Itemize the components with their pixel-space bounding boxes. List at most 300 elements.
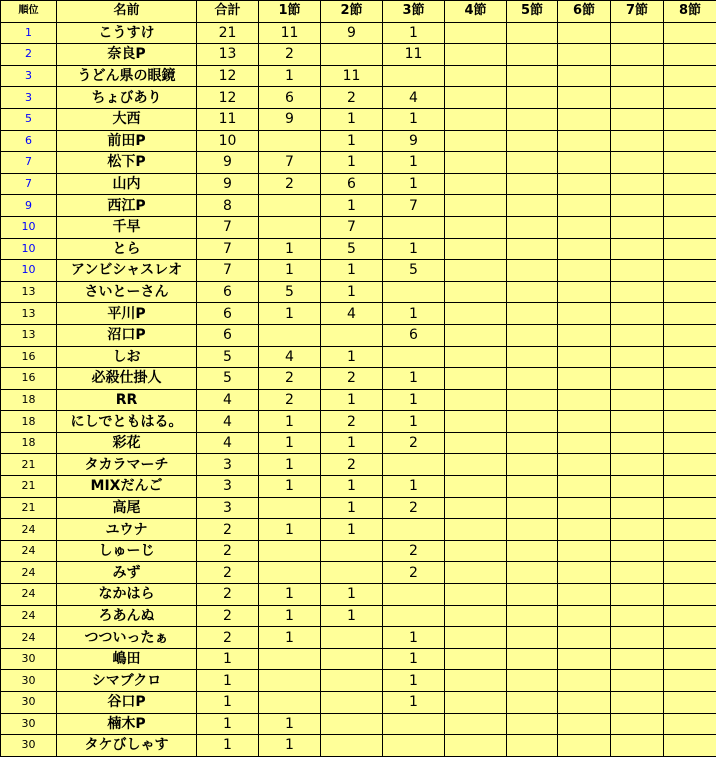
total-cell: 6 — [197, 281, 259, 303]
session-4-cell — [445, 627, 507, 649]
session-4-cell — [445, 152, 507, 174]
session-6-cell — [558, 195, 611, 217]
table-row — [1, 670, 716, 692]
session-7-cell — [611, 713, 664, 735]
session-3-cell: 1 — [383, 303, 445, 325]
session-2-cell — [321, 44, 383, 66]
rank-cell: 21 — [1, 476, 57, 498]
session-1-cell: 9 — [259, 108, 321, 130]
session-6-cell — [558, 44, 611, 66]
session-2-cell — [321, 735, 383, 757]
session-7-cell — [611, 346, 664, 368]
header-rank: 順位 — [1, 1, 57, 23]
session-1-cell: 1 — [259, 411, 321, 433]
session-3-cell: 4 — [383, 87, 445, 109]
name-cell: タケびしゃす — [57, 735, 197, 757]
session-3-cell: 1 — [383, 476, 445, 498]
session-8-cell — [664, 108, 716, 130]
name-cell: しお — [57, 346, 197, 368]
session-8-cell — [664, 605, 716, 627]
session-3-cell: 9 — [383, 130, 445, 152]
session-6-cell — [558, 476, 611, 498]
session-1-cell: 4 — [259, 346, 321, 368]
table-row — [1, 562, 716, 584]
name-cell: 西江P — [57, 195, 197, 217]
table-row — [1, 368, 716, 390]
rank-cell: 10 — [1, 216, 57, 238]
table-row — [1, 130, 716, 152]
session-8-cell — [664, 454, 716, 476]
table-row — [1, 519, 716, 541]
session-4-cell — [445, 670, 507, 692]
session-2-cell — [321, 540, 383, 562]
session-5-cell — [507, 260, 558, 282]
session-3-cell: 5 — [383, 260, 445, 282]
session-3-cell: 2 — [383, 432, 445, 454]
total-cell: 11 — [197, 108, 259, 130]
session-1-cell: 1 — [259, 627, 321, 649]
session-6-cell — [558, 65, 611, 87]
session-5-cell — [507, 108, 558, 130]
session-4-cell — [445, 540, 507, 562]
session-2-cell: 11 — [321, 65, 383, 87]
session-3-cell: 1 — [383, 411, 445, 433]
session-4-cell — [445, 605, 507, 627]
session-7-cell — [611, 238, 664, 260]
session-8-cell — [664, 173, 716, 195]
table-row — [1, 648, 716, 670]
name-cell: 必殺仕掛人 — [57, 368, 197, 390]
session-3-cell: 2 — [383, 497, 445, 519]
session-6-cell — [558, 324, 611, 346]
session-4-cell — [445, 44, 507, 66]
table-row — [1, 454, 716, 476]
session-6-cell — [558, 260, 611, 282]
session-3-cell: 1 — [383, 389, 445, 411]
total-cell: 7 — [197, 238, 259, 260]
session-2-cell — [321, 713, 383, 735]
session-2-cell: 9 — [321, 22, 383, 44]
rank-cell: 13 — [1, 303, 57, 325]
session-4-cell — [445, 260, 507, 282]
session-1-cell: 1 — [259, 735, 321, 757]
session-6-cell — [558, 584, 611, 606]
session-7-cell — [611, 281, 664, 303]
total-cell: 1 — [197, 670, 259, 692]
session-2-cell — [321, 648, 383, 670]
session-7-cell — [611, 303, 664, 325]
session-8-cell — [664, 670, 716, 692]
total-cell: 2 — [197, 562, 259, 584]
table-row — [1, 735, 716, 757]
header-name: 名前 — [57, 1, 197, 23]
session-7-cell — [611, 648, 664, 670]
session-2-cell — [321, 692, 383, 714]
total-cell: 13 — [197, 44, 259, 66]
session-3-cell — [383, 735, 445, 757]
total-cell: 7 — [197, 260, 259, 282]
name-cell: 大西 — [57, 108, 197, 130]
name-cell: シマブクロ — [57, 670, 197, 692]
session-1-cell: 1 — [259, 238, 321, 260]
rank-cell: 3 — [1, 87, 57, 109]
session-7-cell — [611, 584, 664, 606]
rank-cell: 1 — [1, 22, 57, 44]
session-6-cell — [558, 238, 611, 260]
session-2-cell: 1 — [321, 130, 383, 152]
table-row — [1, 281, 716, 303]
session-8-cell — [664, 216, 716, 238]
session-3-cell: 1 — [383, 670, 445, 692]
session-1-cell: 11 — [259, 22, 321, 44]
session-3-cell — [383, 713, 445, 735]
rank-cell: 24 — [1, 584, 57, 606]
session-6-cell — [558, 389, 611, 411]
session-7-cell — [611, 562, 664, 584]
session-3-cell: 1 — [383, 627, 445, 649]
session-6-cell — [558, 605, 611, 627]
session-6-cell — [558, 713, 611, 735]
session-5-cell — [507, 519, 558, 541]
session-2-cell: 1 — [321, 281, 383, 303]
session-7-cell — [611, 216, 664, 238]
session-7-cell — [611, 692, 664, 714]
session-2-cell: 6 — [321, 173, 383, 195]
name-cell: 彩花 — [57, 432, 197, 454]
name-cell: 沼口P — [57, 324, 197, 346]
session-8-cell — [664, 648, 716, 670]
session-8-cell — [664, 432, 716, 454]
session-8-cell — [664, 627, 716, 649]
session-4-cell — [445, 22, 507, 44]
session-3-cell — [383, 281, 445, 303]
session-1-cell: 7 — [259, 152, 321, 174]
total-cell: 1 — [197, 648, 259, 670]
session-5-cell — [507, 540, 558, 562]
name-cell: みず — [57, 562, 197, 584]
session-6-cell — [558, 216, 611, 238]
name-cell: 山内 — [57, 173, 197, 195]
table-row — [1, 65, 716, 87]
session-2-cell — [321, 562, 383, 584]
table-row — [1, 173, 716, 195]
rank-cell: 13 — [1, 324, 57, 346]
rank-cell: 7 — [1, 173, 57, 195]
session-1-cell: 1 — [259, 605, 321, 627]
session-7-cell — [611, 670, 664, 692]
session-4-cell — [445, 713, 507, 735]
rank-cell: 5 — [1, 108, 57, 130]
table-row — [1, 627, 716, 649]
session-2-cell — [321, 627, 383, 649]
session-6-cell — [558, 648, 611, 670]
rank-cell: 30 — [1, 670, 57, 692]
table-row — [1, 692, 716, 714]
session-8-cell — [664, 303, 716, 325]
total-cell: 9 — [197, 152, 259, 174]
header-session-8: 8節 — [664, 1, 716, 23]
session-3-cell: 7 — [383, 195, 445, 217]
session-7-cell — [611, 44, 664, 66]
session-4-cell — [445, 411, 507, 433]
name-cell: うどん県の眼鏡 — [57, 65, 197, 87]
session-3-cell: 6 — [383, 324, 445, 346]
session-4-cell — [445, 216, 507, 238]
session-8-cell — [664, 130, 716, 152]
session-1-cell — [259, 692, 321, 714]
session-8-cell — [664, 713, 716, 735]
session-1-cell: 1 — [259, 432, 321, 454]
session-3-cell: 1 — [383, 692, 445, 714]
session-3-cell: 1 — [383, 108, 445, 130]
session-4-cell — [445, 735, 507, 757]
name-cell: ろあんぬ — [57, 605, 197, 627]
session-7-cell — [611, 454, 664, 476]
session-2-cell: 1 — [321, 497, 383, 519]
total-cell: 6 — [197, 324, 259, 346]
session-5-cell — [507, 346, 558, 368]
table-row — [1, 260, 716, 282]
session-4-cell — [445, 281, 507, 303]
total-cell: 2 — [197, 627, 259, 649]
session-8-cell — [664, 152, 716, 174]
session-6-cell — [558, 368, 611, 390]
session-5-cell — [507, 281, 558, 303]
table-row — [1, 476, 716, 498]
session-5-cell — [507, 648, 558, 670]
session-6-cell — [558, 108, 611, 130]
rank-cell: 30 — [1, 648, 57, 670]
session-1-cell — [259, 216, 321, 238]
total-cell: 1 — [197, 735, 259, 757]
rank-cell: 2 — [1, 44, 57, 66]
rank-cell: 13 — [1, 281, 57, 303]
total-cell: 12 — [197, 87, 259, 109]
session-6-cell — [558, 735, 611, 757]
name-cell: 奈良P — [57, 44, 197, 66]
session-1-cell: 2 — [259, 389, 321, 411]
session-7-cell — [611, 22, 664, 44]
session-7-cell — [611, 260, 664, 282]
session-8-cell — [664, 44, 716, 66]
session-6-cell — [558, 540, 611, 562]
rank-cell: 10 — [1, 238, 57, 260]
table-row — [1, 346, 716, 368]
session-4-cell — [445, 108, 507, 130]
session-2-cell: 1 — [321, 584, 383, 606]
session-1-cell: 1 — [259, 260, 321, 282]
session-7-cell — [611, 108, 664, 130]
session-6-cell — [558, 497, 611, 519]
session-7-cell — [611, 130, 664, 152]
total-cell: 9 — [197, 173, 259, 195]
session-8-cell — [664, 497, 716, 519]
session-3-cell: 1 — [383, 22, 445, 44]
session-5-cell — [507, 713, 558, 735]
table-row — [1, 108, 716, 130]
session-5-cell — [507, 216, 558, 238]
session-1-cell — [259, 670, 321, 692]
total-cell: 3 — [197, 497, 259, 519]
rank-cell: 9 — [1, 195, 57, 217]
session-4-cell — [445, 303, 507, 325]
session-2-cell — [321, 324, 383, 346]
session-6-cell — [558, 87, 611, 109]
session-8-cell — [664, 65, 716, 87]
session-8-cell — [664, 692, 716, 714]
table-row — [1, 713, 716, 735]
name-cell: 平川P — [57, 303, 197, 325]
session-2-cell: 1 — [321, 346, 383, 368]
session-4-cell — [445, 476, 507, 498]
session-6-cell — [558, 411, 611, 433]
table-row — [1, 389, 716, 411]
session-6-cell — [558, 152, 611, 174]
session-3-cell — [383, 346, 445, 368]
name-cell: さいとーさん — [57, 281, 197, 303]
session-6-cell — [558, 173, 611, 195]
session-8-cell — [664, 584, 716, 606]
total-cell: 3 — [197, 454, 259, 476]
session-4-cell — [445, 324, 507, 346]
total-cell: 8 — [197, 195, 259, 217]
header-session-4: 4節 — [445, 1, 507, 23]
session-4-cell — [445, 65, 507, 87]
name-cell: こうすけ — [57, 22, 197, 44]
session-7-cell — [611, 195, 664, 217]
session-2-cell — [321, 670, 383, 692]
rank-cell: 16 — [1, 346, 57, 368]
session-5-cell — [507, 735, 558, 757]
total-cell: 10 — [197, 130, 259, 152]
rank-cell: 18 — [1, 389, 57, 411]
session-4-cell — [445, 454, 507, 476]
table-row — [1, 584, 716, 606]
session-5-cell — [507, 173, 558, 195]
table-row — [1, 44, 716, 66]
session-6-cell — [558, 281, 611, 303]
total-cell: 2 — [197, 540, 259, 562]
session-7-cell — [611, 87, 664, 109]
session-3-cell: 2 — [383, 562, 445, 584]
rank-cell: 7 — [1, 152, 57, 174]
session-6-cell — [558, 22, 611, 44]
session-3-cell — [383, 216, 445, 238]
session-2-cell: 1 — [321, 519, 383, 541]
total-cell: 2 — [197, 584, 259, 606]
session-7-cell — [611, 735, 664, 757]
session-4-cell — [445, 346, 507, 368]
session-4-cell — [445, 238, 507, 260]
session-4-cell — [445, 519, 507, 541]
session-6-cell — [558, 130, 611, 152]
total-cell: 21 — [197, 22, 259, 44]
session-8-cell — [664, 411, 716, 433]
rank-cell: 21 — [1, 497, 57, 519]
session-4-cell — [445, 389, 507, 411]
table-row — [1, 411, 716, 433]
session-5-cell — [507, 44, 558, 66]
session-6-cell — [558, 346, 611, 368]
session-5-cell — [507, 454, 558, 476]
table-row — [1, 195, 716, 217]
table-row — [1, 238, 716, 260]
total-cell: 4 — [197, 432, 259, 454]
session-3-cell — [383, 454, 445, 476]
session-7-cell — [611, 65, 664, 87]
session-8-cell — [664, 22, 716, 44]
rank-cell: 10 — [1, 260, 57, 282]
session-4-cell — [445, 562, 507, 584]
table-row — [1, 303, 716, 325]
rank-cell: 30 — [1, 735, 57, 757]
session-5-cell — [507, 303, 558, 325]
name-cell: タカラマーチ — [57, 454, 197, 476]
session-5-cell — [507, 65, 558, 87]
name-cell: つついったぁ — [57, 627, 197, 649]
session-2-cell: 1 — [321, 605, 383, 627]
session-2-cell: 1 — [321, 260, 383, 282]
name-cell: RR — [57, 389, 197, 411]
session-3-cell: 2 — [383, 540, 445, 562]
rank-cell: 3 — [1, 65, 57, 87]
session-3-cell: 11 — [383, 44, 445, 66]
session-7-cell — [611, 324, 664, 346]
rank-cell: 24 — [1, 540, 57, 562]
session-8-cell — [664, 389, 716, 411]
header-session-7: 7節 — [611, 1, 664, 23]
session-1-cell — [259, 195, 321, 217]
session-5-cell — [507, 152, 558, 174]
session-2-cell: 2 — [321, 454, 383, 476]
session-2-cell: 2 — [321, 368, 383, 390]
table-row — [1, 152, 716, 174]
total-cell: 12 — [197, 65, 259, 87]
session-4-cell — [445, 432, 507, 454]
session-4-cell — [445, 368, 507, 390]
table-row — [1, 22, 716, 44]
session-2-cell: 1 — [321, 389, 383, 411]
rank-cell: 30 — [1, 713, 57, 735]
total-cell: 5 — [197, 346, 259, 368]
session-3-cell: 1 — [383, 648, 445, 670]
total-cell: 4 — [197, 389, 259, 411]
name-cell: 楠木P — [57, 713, 197, 735]
session-7-cell — [611, 432, 664, 454]
session-7-cell — [611, 411, 664, 433]
session-7-cell — [611, 152, 664, 174]
session-8-cell — [664, 195, 716, 217]
session-8-cell — [664, 260, 716, 282]
session-6-cell — [558, 519, 611, 541]
session-1-cell — [259, 497, 321, 519]
name-cell: 谷口P — [57, 692, 197, 714]
session-1-cell: 1 — [259, 303, 321, 325]
session-7-cell — [611, 605, 664, 627]
session-8-cell — [664, 540, 716, 562]
session-4-cell — [445, 130, 507, 152]
table-row — [1, 497, 716, 519]
session-8-cell — [664, 562, 716, 584]
table-row — [1, 216, 716, 238]
session-8-cell — [664, 476, 716, 498]
total-cell: 2 — [197, 605, 259, 627]
header-total: 合計 — [197, 1, 259, 23]
session-1-cell — [259, 648, 321, 670]
name-cell: 前田P — [57, 130, 197, 152]
total-cell: 1 — [197, 692, 259, 714]
session-5-cell — [507, 368, 558, 390]
